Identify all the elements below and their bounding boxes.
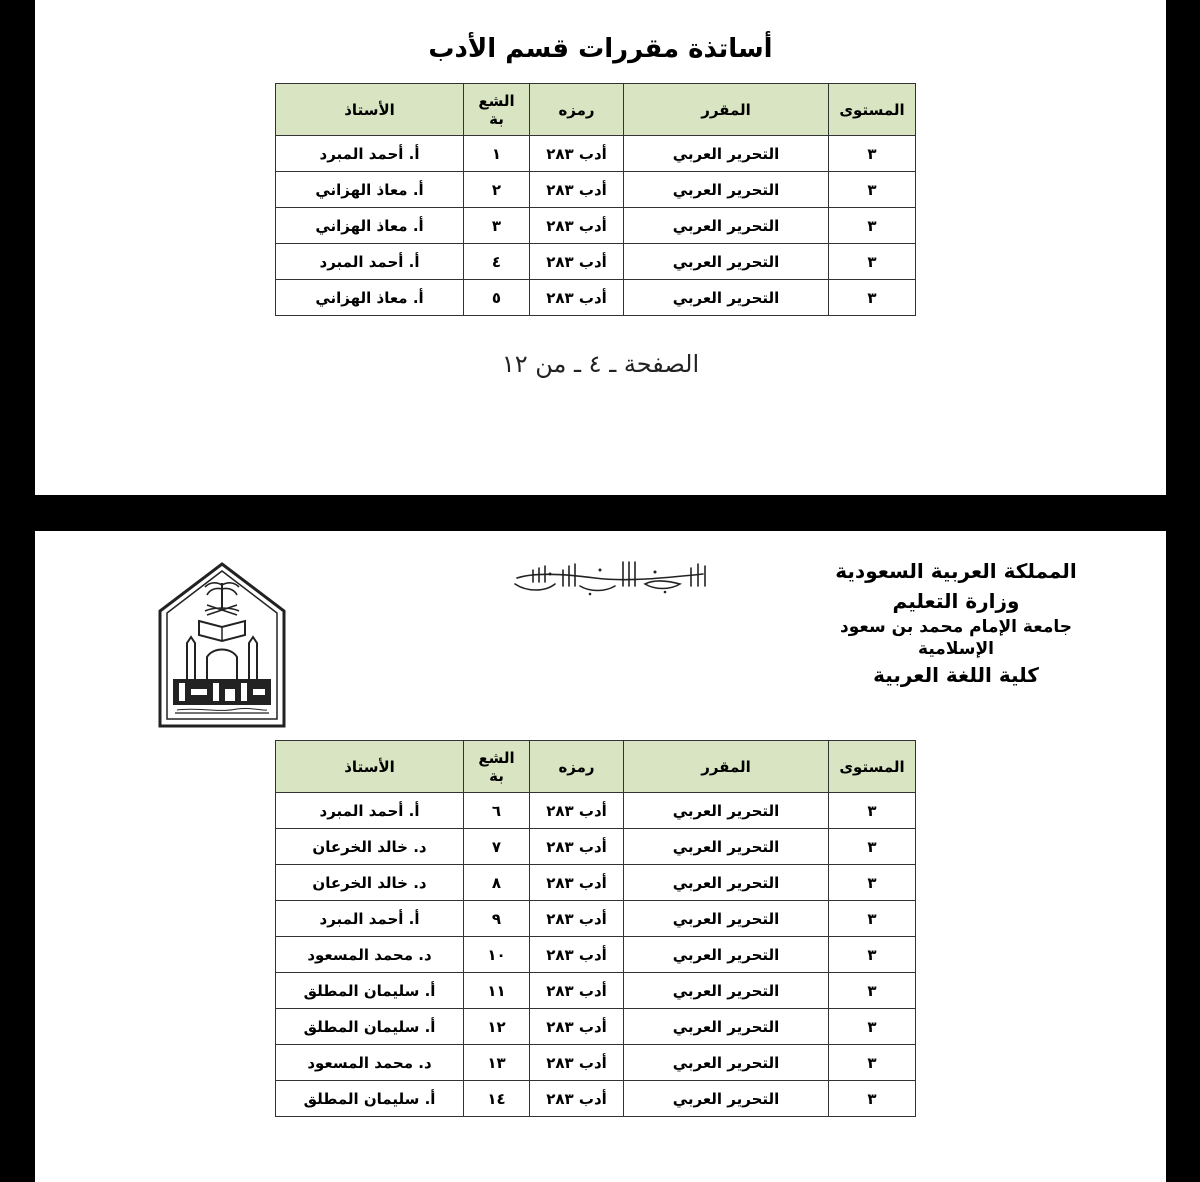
cell-code: أدب ٢٨٣: [530, 1009, 624, 1045]
document-page-5: [35, 531, 1166, 1182]
header-code: رمزه: [530, 741, 624, 793]
cell-level: ٣: [829, 937, 916, 973]
table-row: [276, 172, 916, 208]
header-code: رمزه: [530, 84, 624, 136]
basmala-calligraphy-icon: [505, 556, 715, 596]
cell-teacher: أ. أحمد المبرد: [276, 136, 464, 172]
cell-code: أدب ٢٨٣: [530, 901, 624, 937]
cell-level: ٣: [829, 865, 916, 901]
cell-level: ٣: [829, 973, 916, 1009]
cell-course: التحرير العربي: [624, 829, 829, 865]
cell-code: أدب ٢٨٣: [530, 793, 624, 829]
table-row: [276, 973, 916, 1009]
cell-code: أدب ٢٨٣: [530, 865, 624, 901]
cell-section: ٣: [464, 208, 530, 244]
header-university-line1: جامعة الإمام محمد بن سعود: [840, 617, 1072, 637]
header-section: الشع بة: [464, 741, 530, 793]
cell-course: التحرير العربي: [624, 280, 829, 316]
cell-code: أدب ٢٨٣: [530, 1045, 624, 1081]
cell-teacher: أ. معاذ الهزاني: [276, 208, 464, 244]
cell-teacher: أ. أحمد المبرد: [276, 793, 464, 829]
cell-course: التحرير العربي: [624, 172, 829, 208]
table-header-row: [276, 84, 916, 136]
instructors-table: [275, 83, 916, 316]
table-row: [276, 208, 916, 244]
cell-teacher: د. خالد الخرعان: [276, 829, 464, 865]
cell-teacher: أ. أحمد المبرد: [276, 901, 464, 937]
cell-section: ١٢: [464, 1009, 530, 1045]
cell-level: ٣: [829, 793, 916, 829]
cell-course: التحرير العربي: [624, 1081, 829, 1117]
cell-course: التحرير العربي: [624, 1009, 829, 1045]
table-row: [276, 136, 916, 172]
cell-code: أدب ٢٨٣: [530, 208, 624, 244]
cell-course: التحرير العربي: [624, 793, 829, 829]
cell-course: التحرير العربي: [624, 136, 829, 172]
cell-teacher: أ. معاذ الهزاني: [276, 280, 464, 316]
cell-level: ٣: [829, 136, 916, 172]
table-row: [276, 1081, 916, 1117]
cell-course: التحرير العربي: [624, 937, 829, 973]
cell-course: التحرير العربي: [624, 1045, 829, 1081]
cell-course: التحرير العربي: [624, 244, 829, 280]
header-teacher: الأستاذ: [276, 84, 464, 136]
cell-code: أدب ٢٨٣: [530, 1081, 624, 1117]
cell-code: أدب ٢٨٣: [530, 280, 624, 316]
cell-course: التحرير العربي: [624, 973, 829, 1009]
cell-level: ٣: [829, 1081, 916, 1117]
cell-teacher: د. خالد الخرعان: [276, 865, 464, 901]
cell-section: ٢: [464, 172, 530, 208]
cell-teacher: أ. سليمان المطلق: [276, 1081, 464, 1117]
institution-header: [826, 556, 1086, 690]
cell-code: أدب ٢٨٣: [530, 829, 624, 865]
header-college: كلية اللغة العربية: [873, 663, 1039, 687]
cell-level: ٣: [829, 244, 916, 280]
cell-course: التحرير العربي: [624, 865, 829, 901]
cell-level: ٣: [829, 280, 916, 316]
header-ministry: وزارة التعليم: [892, 589, 1020, 613]
header-university-line2: الإسلامية: [918, 639, 994, 659]
cell-section: ٥: [464, 280, 530, 316]
header-course: المقرر: [624, 84, 829, 136]
cell-section: ٧: [464, 829, 530, 865]
document-page-4: [35, 0, 1166, 495]
cell-section: ١٤: [464, 1081, 530, 1117]
table-row: [276, 937, 916, 973]
header-course: المقرر: [624, 741, 829, 793]
header-country: المملكة العربية السعودية: [835, 559, 1077, 583]
cell-level: ٣: [829, 901, 916, 937]
cell-teacher: د. محمد المسعود: [276, 937, 464, 973]
cell-section: ٨: [464, 865, 530, 901]
cell-course: التحرير العربي: [624, 901, 829, 937]
cell-level: ٣: [829, 1045, 916, 1081]
cell-level: ٣: [829, 829, 916, 865]
cell-section: ١٣: [464, 1045, 530, 1081]
cell-teacher: د. محمد المسعود: [276, 1045, 464, 1081]
cell-code: أدب ٢٨٣: [530, 973, 624, 1009]
header-level: المستوى: [829, 741, 916, 793]
cell-level: ٣: [829, 208, 916, 244]
header-section: الشع بة: [464, 84, 530, 136]
cell-code: أدب ٢٨٣: [530, 136, 624, 172]
table-row: [276, 829, 916, 865]
instructors-table-continued: [275, 740, 916, 1117]
cell-section: ١: [464, 136, 530, 172]
page-number: الصفحة ـ ٤ ـ من ١٢: [501, 350, 700, 378]
cell-section: ٤: [464, 244, 530, 280]
cell-section: ١٠: [464, 937, 530, 973]
cell-code: أدب ٢٨٣: [530, 172, 624, 208]
cell-teacher: أ. أحمد المبرد: [276, 244, 464, 280]
table-row: [276, 244, 916, 280]
cell-course: التحرير العربي: [624, 208, 829, 244]
table-row: [276, 793, 916, 829]
header-level: المستوى: [829, 84, 916, 136]
cell-level: ٣: [829, 172, 916, 208]
cell-section: ٦: [464, 793, 530, 829]
table-header-row: [276, 741, 916, 793]
cell-code: أدب ٢٨٣: [530, 244, 624, 280]
cell-section: ٩: [464, 901, 530, 937]
page-title: أساتذة مقررات قسم الأدب: [428, 34, 773, 64]
table-row: [276, 1009, 916, 1045]
header-teacher: الأستاذ: [276, 741, 464, 793]
imam-university-logo-icon: [157, 561, 287, 729]
cell-teacher: أ. سليمان المطلق: [276, 973, 464, 1009]
cell-teacher: أ. سليمان المطلق: [276, 1009, 464, 1045]
table-row: [276, 865, 916, 901]
cell-level: ٣: [829, 1009, 916, 1045]
table-row: [276, 901, 916, 937]
table-row: [276, 280, 916, 316]
cell-code: أدب ٢٨٣: [530, 937, 624, 973]
cell-section: ١١: [464, 973, 530, 1009]
table-row: [276, 1045, 916, 1081]
cell-teacher: أ. معاذ الهزاني: [276, 172, 464, 208]
